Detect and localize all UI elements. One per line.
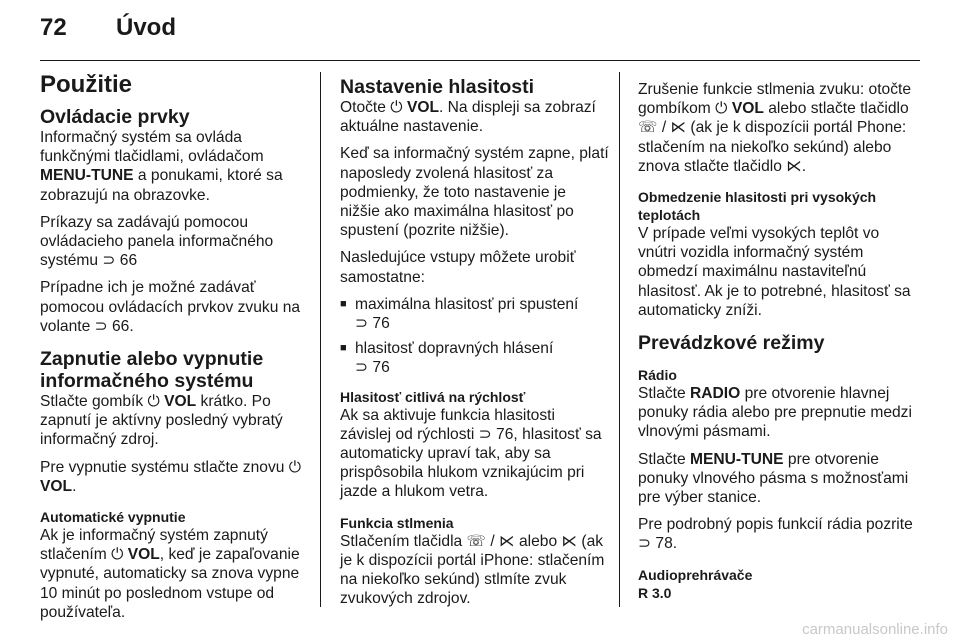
heading-ovladacie-prvky: Ovládacie prvky (40, 106, 190, 128)
paragraph: Informačný systém sa ovláda funkčnými tlačidlami, ovládačom MENU-TUNE a ponukami, ktoré sa zobrazujú na obrazovke. (40, 129, 283, 204)
paragraph: Ak je informačný systém zapnutý stlačením ⏻ VOL, keď je zapaľovanie vypnuté, automaticky sa znova vypne 10 minút po poslednom vstupe od používateľa. (40, 527, 300, 621)
paragraph: Otočte ⏻ VOL. Na displeji sa zobrazí aktuálne nastavenie. (340, 99, 596, 136)
paragraph: Stlačením tlačidla ☏ / ⋉ alebo ⋉ (ak je k dispozícii portál iPhone: stlačením na niekoľko sekúnd) stlmíte zvuk zvukových zdrojov. (340, 532, 605, 608)
heading-obmedzenie-hlasitosti: Obmedzenie hlasitosti pri vysokých teplotách (638, 189, 877, 224)
heading-funkcia-stlmenia: Funkcia stlmenia (340, 514, 454, 531)
paragraph: Nasledujúce vstupy môžete urobiť samostatne: (340, 249, 576, 286)
chapter-title: Úvod (116, 14, 176, 41)
page-header (40, 14, 920, 54)
list-item: ■ hlasitosť dopravných hlásení ⊃ 76 (340, 340, 554, 377)
paragraph: Stlačte RADIO pre otvorenie hlavnej ponuky rádia alebo pre prepnutie medzi vlnovými pásmami. (638, 385, 912, 441)
paragraph: Ak sa aktivuje funkcia hlasitosti závislej od rýchlosti ⊃ 76, hlasitosť sa automaticky upraví tak, aby sa prispôsobila hlukom vznikajúcim pri jazde a hlukom vetra. (340, 406, 602, 501)
heading-hlasitost-citliva: Hlasitosť citlivá na rýchlosť (340, 388, 526, 405)
column-divider-1 (320, 72, 321, 607)
cross-reference: ⊃ 76 (355, 359, 390, 377)
heading-radio: Rádio (638, 367, 677, 384)
watermark: carmanualsonline.info (802, 621, 948, 638)
bullet-icon: ■ (340, 342, 347, 355)
paragraph: Pre vypnutie systému stlačte znovu ⏻ VOL. (40, 458, 302, 495)
section-title: Použitie (40, 71, 133, 98)
paragraph: V prípade veľmi vysokých teplôt vo vnútri vozidla informačný systém obmedzí maximálnu nastaviteľnú hlasitosť. Ak je to potrebné, hlasitosť sa automaticky zníži. (638, 225, 911, 319)
column-1 (40, 70, 308, 630)
heading-r30: R 3.0 (638, 584, 672, 601)
page-number: 72 (40, 14, 67, 41)
column-3 (638, 70, 914, 602)
paragraph: Stlačte gombík ⏻ VOL krátko. Po zapnutí je aktívny posledný vybratý informačný zdroj. (40, 393, 283, 449)
paragraph: Príkazy sa zadávajú pomocou ovládacieho panela informačného systému ⊃ 66 (40, 213, 274, 270)
paragraph: Keď sa informačný systém zapne, platí naposledy zvolená hlasitosť za podmienky, že toto nastavenie je nižšie ako maximálna hlasitosť po spustení (pozrite nižšie). (340, 145, 609, 240)
heading-audioprehravace: Audioprehrávače (638, 566, 753, 583)
bullet-icon: ■ (340, 297, 347, 310)
heading-nastavenie-hlasitosti: Nastavenie hlasitosti (340, 76, 534, 98)
cross-reference: ⊃ 76 (355, 315, 390, 333)
paragraph: Stlačte MENU-TUNE pre otvorenie ponuky vlnového pásma s možnosťami pre výber stanice. (638, 450, 909, 507)
paragraph: Prípadne ich je možné zadávať pomocou ovládacích prvkov zvuku na volante ⊃ 66. (40, 279, 301, 335)
heading-automaticke-vypnutie: Automatické vypnutie (40, 509, 186, 526)
header-rule (40, 60, 920, 61)
column-divider-2 (619, 72, 620, 607)
column-2 (340, 70, 610, 616)
paragraph: Pre podrobný popis funkcií rádia pozrite ⊃ 78. (638, 516, 913, 553)
paragraph: Zrušenie funkcie stlmenia zvuku: otočte gombíkom ⏻ VOL alebo stlačte tlačidlo ☏ / ⋉ (ak je k dispozícii portál Phone: stlačením na niekoľko sekúnd) alebo znova stlačte tlačidlo ⋉. (638, 81, 912, 175)
list-item: ■ maximálna hlasitosť pri spustení ⊃ 76 (340, 295, 579, 333)
heading-prevadzkove-rezimy: Prevádzkové režimy (638, 332, 825, 355)
heading-zapnutie: Zapnutie alebo vypnutie informačného systému (40, 348, 264, 393)
